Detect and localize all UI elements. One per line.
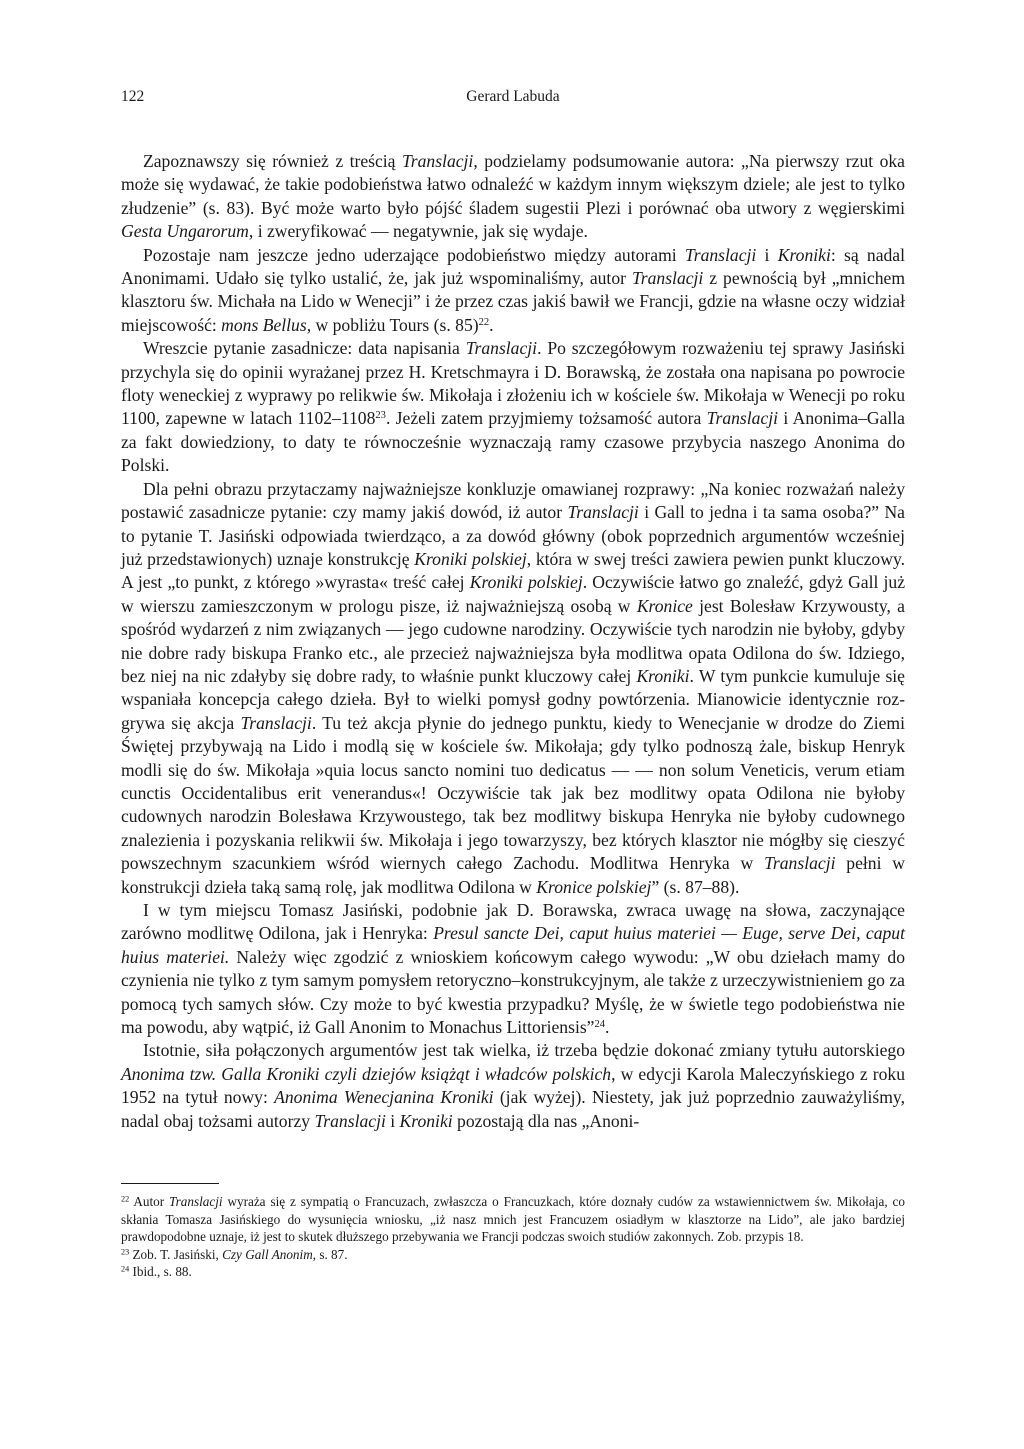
italic-title: Translacji bbox=[240, 712, 312, 733]
italic-title: Translacji bbox=[764, 853, 836, 874]
paragraph-4 bbox=[121, 478, 905, 899]
paragraph-5 bbox=[121, 899, 905, 1039]
text-run: i bbox=[385, 1110, 400, 1131]
text-run: , w edycji Karola Maleczyńskiego z roku 1952 na tytuł nowy: bbox=[121, 1063, 905, 1108]
text-run: . Po szczegółowym rozważeniu tej sprawy Jasiński przychyla się do opinii wyrażanej przez H. Kretschmayra i D. Borawską, że została ona napisana po powrocie floty weneckiej z wyprawy po relikwie św. Mikołaja i złożeniu ich w kościele św. Mikołaja w Wenecji po roku 1100, zapewne w latach 1102–1108 bbox=[121, 338, 906, 429]
text-run: : są nadal Anonimami. Udało się tylko ustalić, że, jak już wspominaliśmy, autor bbox=[121, 244, 905, 289]
italic-title: mons Bellus, bbox=[221, 314, 312, 335]
text-run: Ibid., s. 88. bbox=[129, 1264, 192, 1280]
text-run: pełni w konstrukcji dzieła taką samą rolę, jak modlitwa Odilona w bbox=[121, 853, 905, 897]
text-run: z pewnością był „mnichem klasztoru św. Michała na Lido w Wenecji” i że przez czas jakiś bawił we Francji, gdzie na własne oczy widział miejscowość: bbox=[121, 268, 906, 335]
paragraph-1 bbox=[121, 150, 905, 244]
paragraph-6 bbox=[121, 1039, 905, 1133]
paragraph-2 bbox=[121, 244, 905, 338]
italic-title: Translacji bbox=[684, 244, 757, 265]
italic-title: Translacji bbox=[567, 502, 639, 523]
text-run: i Gall to jedna i ta sama osoba?” Na to pytanie T. Jasiński odpowiada twierdząco, a za dowód główny (obok poprzednich argumentów wcześniej już przedstawionych) uznaje konstrukcję bbox=[121, 502, 905, 569]
italic-title: Kronice polskiej bbox=[536, 876, 652, 897]
italic-title: Kroniki bbox=[777, 244, 831, 265]
text-run: Autor bbox=[129, 1194, 170, 1209]
text-run: . Jeżeli zatem przyjmiemy tożsamość autora bbox=[385, 408, 707, 429]
italic-title: Kroniki bbox=[399, 1110, 453, 1131]
italic-title: Translacji bbox=[631, 268, 704, 289]
italic-title: Translacji bbox=[465, 338, 538, 359]
footnotes bbox=[121, 1193, 905, 1281]
text-run: ” (s. 87–88). bbox=[651, 876, 740, 897]
italic-title: Kroniki polskiej bbox=[469, 572, 583, 593]
text-run: . Oczywiście łatwo go znaleźć, gdyż Gall już w wierszu zamieszczonym w prologu pisze, iż najważniejszą osobą w bbox=[121, 572, 905, 616]
running-header bbox=[121, 88, 905, 112]
italic-title: Translacji bbox=[314, 1110, 386, 1131]
running-header-author: Gerard Labuda bbox=[466, 88, 560, 105]
italic-title: Czy Gall Anonim bbox=[222, 1246, 313, 1262]
text-run: Należy więc zgodzić z wnioskiem końcowym całego wywodu: „W obu dziełach mamy do czynienia nie tylko z tym samym pomysłem retoryczno–konstrukcyjnym, ale także z urzeczywistnieniem go za pomocą tych samych słów. Czy może to być kwestia przypadku? Myślę, że w świetle tego podobieństwa nie ma powodu, aby wątpić, iż Gall Anonim to Monachus Littoriensis” bbox=[121, 946, 905, 1038]
italic-title: Gesta Ungarorum bbox=[121, 221, 249, 242]
text-run: Istotnie, siła połączonych argumentów jest tak wielka, iż trzeba będzie dokonać zmiany tytułu autorskiego bbox=[143, 1040, 905, 1061]
italic-title: Translacji bbox=[706, 408, 779, 429]
text-run: , i zweryfikować — negatywnie, jak się wydaje. bbox=[248, 221, 588, 242]
text-run: . bbox=[605, 1017, 610, 1038]
italic-title: Kroniki polskiej bbox=[414, 548, 527, 569]
italic-title: Kronice bbox=[636, 595, 693, 616]
text-run: jest Bolesław Krzywousty, a spośród wydarzeń z nim związanych — jego cudowne narodziny. Oczywiście tych narodzin nie byłoby, gdyby nie dobre rady biskupa Franko etc., ale przecież najważniejsza była modlitwa opata Odilona do św. Idziego, bez niej na nic zdałyby się dobre rady, to właśnie punkt kluczowy całej bbox=[121, 595, 905, 686]
italic-title: Anonima Wenecjanina Kroniki bbox=[274, 1087, 494, 1108]
text-run: . Tu też akcja płynie do jednego punktu, kiedy to Wenecjanie w drodze do Ziemi Świętej przybywają na Lido i modlą się w kościele św. Mikołaja; gdy tylko podnoszą żale, biskup Henryk modli się do św. Mikołaja »quia locus sancto nomini tuo dedicatus — — non solum Veneticis, verum etiam cunctis Occidentalibus erit venerandus«! Oczywiście tak jak bez modlitwy opata Odilona nie byłoby cudownych narodzin Bolesława Krzywoustego, tak bez modlitwy biskupa Henryka nie byłoby cudownego znalezienia i pozyskania relikwii św. Mikołaja i jego towarzyszy, bez których klasztor nie mógłby się cieszyć powszechnym szacunkiem wśród wiernych całego Zachodu. Modlitwa Henryka w bbox=[121, 712, 905, 874]
footnote-24 bbox=[121, 1263, 905, 1281]
text-run: Wreszcie pytanie zasadnicze: data napisania bbox=[143, 338, 466, 359]
text-run: i bbox=[756, 244, 778, 265]
paragraph-3 bbox=[121, 337, 905, 477]
text-run: , podzielamy podsumowanie autora: „Na pierwszy rzut oka może się wydawać, że takie podobieństwa łatwo odnaleźć w każdym innym większym dziele; ale jest to tylko złudzenie” (s. 83). Być może warto było pójść śladem sugestii Plezi i porównać oba utwory z węgierskimi bbox=[121, 151, 905, 218]
italic-title: Kroniki bbox=[636, 665, 690, 686]
text-run: wyraża się z sympatią o Francuzach, zwłaszcza o Francuzkach, które doznały cudów za wstawiennictwem św. Mikołaja, co skłania Tomasza Jasińskiego do wysunięcia wniosku, „iż nasz mnich jest Francuzem osiadłym w klasztorze na Lido”, ale jako bardziej prawdopodobne uznaje, iż jest to skutek dłuższego przebywania we Francji podczas swoich studiów zakonnych. Zob. przypis 18. bbox=[121, 1194, 905, 1245]
text-run: Zob. T. Jasiński, bbox=[129, 1246, 223, 1262]
page-number: 122 bbox=[121, 88, 145, 105]
text-run: Dla pełni obrazu przytaczamy najważniejsze konkluzje omawianej rozprawy: „Na koniec rozważań należy postawić zasadnicze pytanie: czy mamy jakiś dowód, iż autor bbox=[121, 478, 905, 523]
text-run: i Anonima–Galla za fakt dowiedziony, to daty te równocześnie wyznaczają ramy czasowe przybycia naszego Anonima do Polski. bbox=[121, 408, 905, 476]
text-run: pozostają dla nas „Anoni- bbox=[452, 1110, 640, 1131]
footnote-number: 24 bbox=[121, 1264, 130, 1274]
text-run: (jak wyżej). Niestety, jak już poprzednio zauważyliśmy, nadal obaj tożsami autorzy bbox=[121, 1087, 905, 1131]
footnote-separator bbox=[121, 1183, 219, 1184]
text-run: , s. 87. bbox=[312, 1246, 348, 1262]
text-run: Pozostaje nam jeszcze jedno uderzające podobieństwo między autorami bbox=[143, 244, 685, 265]
footnote-number: 23 bbox=[121, 1247, 130, 1257]
italic-title: Translacji bbox=[169, 1194, 223, 1209]
italic-quote: Presul sancte Dei, caput huius materiei — Euge, serve Dei, caput huius materiei. bbox=[121, 923, 905, 967]
footnote-22 bbox=[121, 1193, 905, 1246]
footnote-ref[interactable]: 23 bbox=[375, 410, 386, 422]
footnote-23 bbox=[121, 1246, 905, 1264]
text-run: . bbox=[489, 314, 494, 335]
footnote-number: 22 bbox=[121, 1194, 130, 1204]
text-run: , która w swej treści zawiera pewien punkt kluczowy. A jest „to punkt, z którego »wyrasta« treść całej bbox=[121, 548, 905, 593]
text-run: w pobliżu Tours (s. 85) bbox=[311, 314, 479, 335]
text-run: . W tym punkcie kumuluje się wspaniała koncepcja całego dzieła. Był to wielki pomysł godny powtórzenia. Mianowicie identycznie rozgrywa się akcja bbox=[121, 665, 905, 733]
footnote-ref[interactable]: 22 bbox=[478, 317, 490, 329]
italic-title: Anonima tzw. Galla Kroniki czyli dziejów książąt i władców polskich bbox=[121, 1063, 612, 1084]
main-text bbox=[121, 150, 905, 1133]
footnote-ref[interactable]: 24 bbox=[594, 1019, 606, 1031]
text-run: I w tym miejscu Tomasz Jasiński, podobnie jak D. Borawska, zwraca uwagę na słowa, zaczynające zarówno modlitwę Odilona, jak i Henryka: bbox=[121, 900, 905, 944]
italic-title: Translacji bbox=[401, 151, 474, 171]
text-run: Zapoznawszy się również z treścią bbox=[143, 151, 402, 171]
